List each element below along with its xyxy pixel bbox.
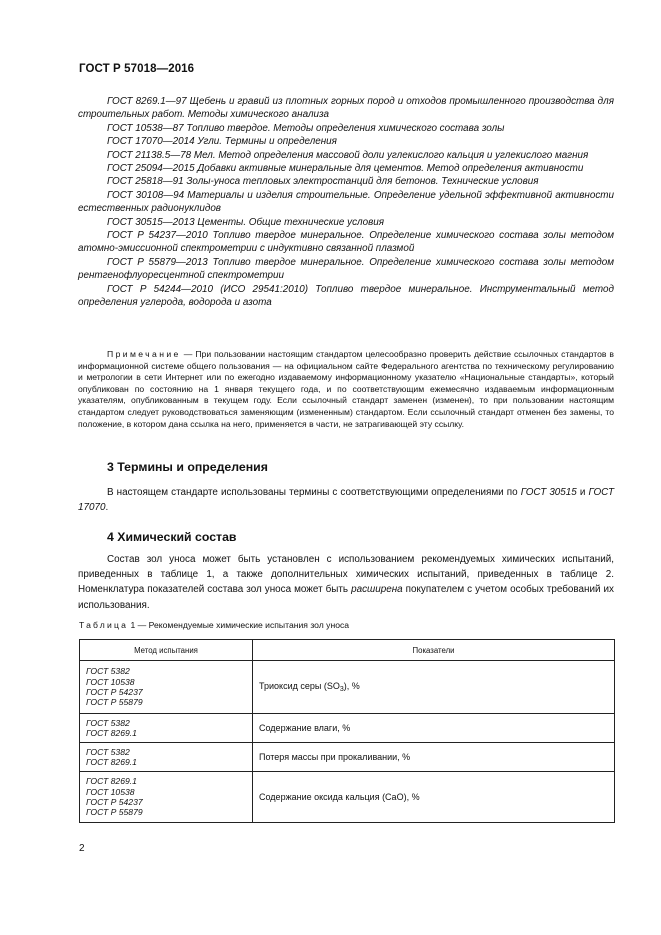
- note-label: Примечание: [107, 349, 181, 359]
- method-ref: ГОСТ 5382: [86, 717, 130, 728]
- table-row: [80, 743, 615, 772]
- indicator-text: Триоксид серы (SO: [259, 681, 340, 691]
- method-ref: ГОСТ Р 54237: [86, 797, 143, 807]
- indicator-cell: [253, 714, 615, 743]
- reference-item: ГОСТ 30515—2013 Цементы. Общие технические условия: [107, 216, 384, 228]
- indicator-cell: [253, 661, 615, 714]
- methods-cell: [80, 714, 253, 743]
- indicator-cell: [253, 772, 615, 823]
- table-1-caption: [79, 620, 349, 630]
- references-list: [78, 95, 614, 310]
- section-3-ref-17070: ГОСТ 17070: [78, 487, 614, 514]
- reference-item: ГОСТ Р 54237—2010 Топливо твердое минеральное. Определение химического состава золы методом атомно-эмиссионной спектрометрии с индуктивно связанной плазмой: [78, 230, 614, 255]
- method-ref: ГОСТ Р 55879: [86, 807, 143, 818]
- section-4-title: 4 Химический состав: [107, 530, 237, 544]
- table-row: [80, 714, 615, 743]
- reference-item: ГОСТ 30108—94 Материалы и изделия строительные. Определение удельной эффективной активности естественных радионуклидов: [78, 189, 614, 215]
- table-caption-text: 1 — Рекомендуемые химические испытания зол уноса: [128, 620, 350, 630]
- indicator-cell: [253, 743, 615, 772]
- reference-item: ГОСТ 8269.1—97 Щебень и гравий из плотных горных пород и отходов промышленного производства для строительных работ. Методы химического анализа: [78, 96, 614, 121]
- reference-item: ГОСТ Р 54244—2010 (ИСО 29541:2010) Топливо твердое минеральное. Инструментальный метод определения углерода, водорода и азота: [78, 283, 614, 309]
- section-3-text: В настоящем стандарте использованы термины с соответствующими определениями по: [107, 487, 521, 498]
- note-text: — При пользовании настоящим стандартом целесообразно проверить действие ссылочных стандартов в информационной системе общего пользования — на официальном сайте Федерального агентства по техническому регулированию и метрологии в сети Интернет или по ежегодно издаваемому информационному указателю «Национальные стандарты», который опубликован по состоянию на 1 января текущего года, и по соответствующим ежемесячно издаваемым информационным указателям, опубликованным в текущем году. Если ссылочный стандарт заменен (изменен), то при пользовании настоящим стандартом следует руководствоваться заменяющим (измененным) стандартом. Если ссылочный стандарт отменен без замены, то положение, в котором дана ссылка на него, применяется в части, не затрагивающей эту ссылку.: [78, 349, 614, 429]
- method-ref: ГОСТ Р 55879: [86, 697, 143, 708]
- indicator-text: Содержание оксида кальция (CaO), %: [259, 792, 420, 802]
- methods-cell: [80, 772, 253, 823]
- indicator-text-end: ), %: [343, 681, 360, 691]
- reference-item: ГОСТ Р 55879—2013 Топливо твердое минеральное. Определение химического состава золы методом рентгенофлуоресцентной спектрометрии: [78, 256, 614, 282]
- section-3-title: 3 Термины и определения: [107, 460, 268, 474]
- section-3-text-end: .: [105, 502, 109, 514]
- table-header-row: [80, 640, 615, 661]
- page-number: 2: [79, 843, 85, 854]
- table-row: [80, 772, 615, 823]
- method-ref: ГОСТ 10538: [86, 676, 135, 687]
- section-4-emphasis: расширена: [351, 584, 403, 596]
- reference-item: ГОСТ 25818—91 Золы-уноса тепловых электростанций для бетонов. Технические условия: [107, 176, 539, 188]
- document-header: ГОСТ Р 57018—2016: [79, 63, 195, 75]
- column-header-indicator: Показатели: [253, 640, 615, 661]
- column-header-method: Метод испытания: [80, 640, 253, 661]
- method-ref: ГОСТ 8269.1: [86, 728, 137, 738]
- method-ref: ГОСТ 5382: [86, 666, 130, 677]
- table-caption-label: Таблица: [79, 620, 129, 630]
- section-3-ref-30515: ГОСТ 30515: [520, 487, 577, 498]
- reference-item: ГОСТ 10538—87 Топливо твердое. Методы определения химического состава золы: [107, 122, 505, 134]
- methods-cell: [80, 661, 253, 714]
- method-ref: ГОСТ Р 54237: [86, 687, 143, 697]
- indicator-text: Содержание влаги, %: [259, 723, 351, 733]
- section-3-paragraph: [78, 485, 614, 515]
- section-4-text: Состав зол уноса может быть установлен с использованием рекомендуемых химических испытаний, приведенных в таблице 1, а также дополнительных химических испытаний, приведенных в таблице 2. Номенклатура показателей состава зол уноса может быть: [78, 554, 614, 596]
- reference-item: ГОСТ 17070—2014 Угли. Термины и определения: [107, 136, 337, 148]
- section-4-text-end: покупателем с учетом особых требований их использования.: [78, 584, 614, 611]
- reference-item: ГОСТ 21138.5—78 Мел. Метод определения массовой доли углекислого кальция и углекислого магния: [107, 149, 589, 161]
- section-3-text-and: и: [576, 487, 589, 498]
- section-4-paragraph: [78, 552, 614, 613]
- methods-cell: [80, 743, 253, 772]
- indicator-subscript: 3: [339, 686, 344, 693]
- reference-item: ГОСТ 25094—2015 Добавки активные минеральные для цементов. Метод определения активности: [107, 163, 584, 175]
- table-row: [80, 661, 615, 714]
- table-1: [79, 639, 615, 823]
- method-ref: ГОСТ 10538: [86, 786, 135, 797]
- method-ref: ГОСТ 5382: [86, 746, 130, 757]
- method-ref: ГОСТ 8269.1: [86, 776, 137, 787]
- method-ref: ГОСТ 8269.1: [86, 757, 137, 767]
- indicator-text: Потеря массы при прокаливании, %: [259, 752, 411, 762]
- note-paragraph: [78, 349, 614, 430]
